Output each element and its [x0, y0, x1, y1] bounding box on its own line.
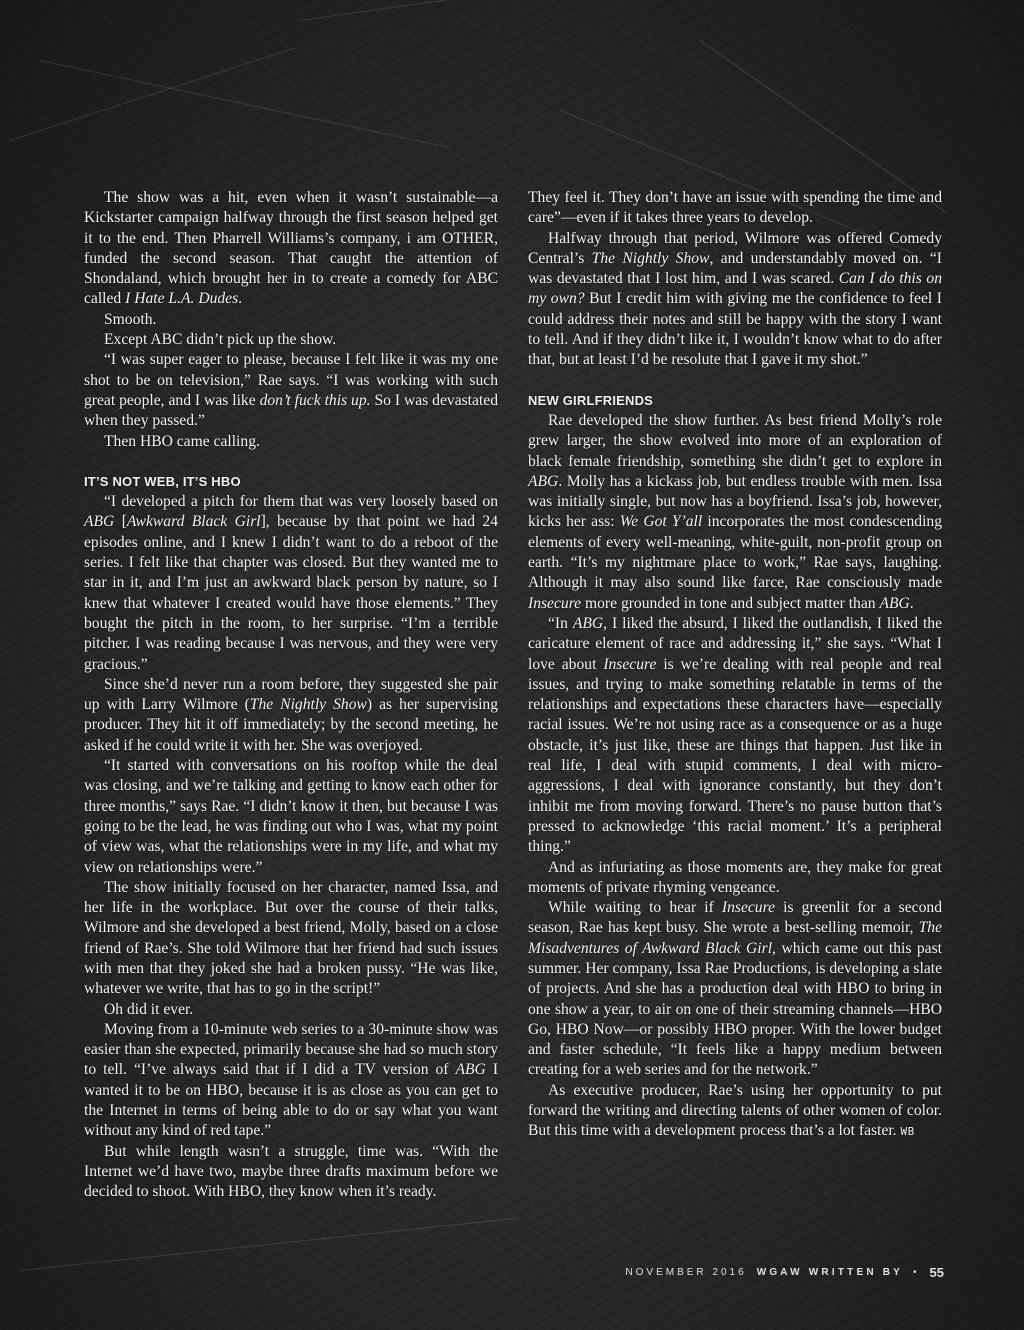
paragraph: Smooth.: [104, 310, 157, 328]
text-run: ], because by that point we had 24 episodes online, and I knew I didn’t want to do a reboot of the series. I felt like that chapter was closed. But they wanted me to star in it, and I’m just an awkward black person by nature, so I knew that whatever I created would have those elements.” They bought the pitch in the room, to her surprise. “I’m a terrible pitcher. I was reading because I was nervous, and they were very gracious.”: [84, 513, 498, 673]
background-scratch: [40, 60, 451, 148]
paragraph: [84, 350, 498, 431]
show-title: I Hate L.A. Dudes: [125, 290, 239, 308]
text-run: As executive producer, Rae’s using her opportunity to put forward the writing and directing talents of other women of color. But this time with a development process that’s a lot faster.: [528, 1081, 942, 1140]
section-heading: NEW GIRLFRIENDS: [528, 392, 654, 408]
paragraph: [84, 492, 498, 675]
text-run: But I credit him with giving me the confidence to feel I could address their notes and still be happy with the story I want to tell. And if they didn’t like it, I wouldn’t know what to do after that, but at least I’d be resolute that I gave it my shot.”: [528, 290, 942, 369]
paragraph: They feel it. They don’t have an issue with spending the time and care”—even if it takes three years to develop.: [528, 189, 942, 227]
footer-publication: WGAW WRITTEN BY: [756, 1267, 904, 1278]
text-run: , which came out this past summer. Her company, Issa Rae Productions, is developing a slate of projects. And she has a production deal with HBO to bring in one show a year, to air on one of their streaming channels—HBO Go, HBO Now—or possibly HBO proper. With the lower budget and faster schedule, “It feels like a happy medium between creating for a web series and for the network.”: [528, 939, 943, 1079]
text-run: . Molly has a kickass job, but endless trouble with men. Issa was initially single, but now has a boyfriend. Issa’s job, however, kicks her ass:: [528, 472, 942, 531]
text-run: , I liked the absurd, I liked the outlandish, I liked the caricature element of race and addressing it,” she says. “What I love about: [528, 614, 942, 673]
background-scratch: [20, 1218, 517, 1271]
text-run: The show was a hit, even when it wasn’t sustainable—a Kickstarter campaign halfway through the first season helped get it to the end. Then Pharrell Williams’s company, i am OTHER, funded the second season. That caught the attention of Shondaland, which brought her in to create a comedy for ABC called: [84, 189, 498, 308]
show-title: Insecure: [603, 655, 657, 673]
text-run: I wanted it to be on HBO, because it is as close as you can get to the Internet in terms of being able to do or say what you want without any kind of red tape.”: [84, 1061, 499, 1140]
show-title: Insecure: [528, 594, 582, 612]
text-run: more grounded in tone and subject matter than: [581, 594, 880, 612]
show-title: The Nightly Show: [249, 696, 367, 714]
text-run: Since she’d never run a room before, they suggested she pair up with Larry Wilmore (: [84, 675, 498, 714]
paragraph: And as infuriating as those moments are, they make for great moments of private rhyming vengeance.: [528, 858, 942, 896]
show-title: ABG: [879, 594, 910, 612]
paragraph: [528, 898, 942, 1081]
text-run: Halfway through that period, Wilmore was offered Comedy Central’s: [528, 229, 942, 267]
text-run: “I was super eager to please, because I felt like it was my one shot to be on television,” Rae says. “I was working with such great people, and I was like: [84, 351, 498, 409]
background-scratch: [300, 0, 894, 21]
page-number: 55: [929, 1265, 944, 1280]
show-title: ABG: [528, 472, 559, 490]
paragraph: [528, 411, 942, 614]
text-run: .: [238, 290, 243, 308]
book-title: The Misadventures of Awkward Black Girl: [528, 919, 942, 957]
paragraph: The show initially focused on her character, named Issa, and her life in the workplace. But over the course of their talks, Wilmore and she developed a best friend, Molly, based on a close friend of Rae’s. She told Wilmore that her friend had such issues with men that they joked she had a broken pussy. “He was like, whatever we write, that has to go in the script!”: [84, 878, 498, 998]
paragraph: Except ABC didn’t pick up the show.: [104, 331, 337, 349]
right-column: [528, 188, 942, 1143]
paragraph: Oh did it ever.: [104, 1000, 194, 1018]
footer-bullet: •: [913, 1267, 920, 1278]
show-title: The Nightly Show: [591, 249, 710, 267]
show-title: ABG: [455, 1061, 486, 1079]
show-title: Insecure: [721, 899, 776, 917]
paragraph: But while length wasn’t a struggle, time was. “With the Internet we’d have two, maybe three drafts maximum before we decided to shoot. With HBO, they know when it’s ready.: [84, 1142, 498, 1201]
paragraph: [528, 1081, 942, 1143]
paragraph: [528, 614, 942, 858]
paragraph: [84, 188, 498, 310]
text-run: incorporates the most condescending elements of every well-meaning, white-guilt, non-profit group on earth. “It’s my nightmare place to work,” Rae says, laughing. Although it may also sound like farce, Rae consciously made: [528, 513, 942, 592]
text-run: “I developed a pitch for them that was very loosely based on: [104, 493, 498, 511]
paragraph: [84, 675, 498, 756]
paragraph: “It started with conversations on his rooftop while the deal was closing, and we’re talking and getting to know each other for three months,” says Rae. “I didn’t know it then, but because I was going to be the lead, he was finding out who I was, what my point of view was, what the relationships were in my life, and what my view on relationships were.”: [84, 757, 498, 876]
end-mark-logo: WB: [900, 1125, 915, 1139]
italic-phrase: don’t fuck this up.: [259, 391, 371, 409]
paragraph: Then HBO came calling.: [104, 432, 260, 450]
show-title: ABG: [572, 614, 604, 632]
text-run: , and understandably moved on. “I was devastated that I lost him, and I was scared.: [528, 249, 942, 288]
text-run: While waiting to hear if: [548, 899, 722, 917]
footer-date: NOVEMBER 2016: [625, 1267, 747, 1278]
text-run: ) as her supervising producer. They hit it off immediately; by the second meeting, he asked if he could write it with her. She was overjoyed.: [84, 696, 498, 754]
text-run: is greenlit for a second season, Rae has kept busy. She wrote a best-selling memoir,: [528, 899, 942, 937]
text-run: Rae developed the show further. As best friend Molly’s role grew larger, the show evolved into more of an exploration of black female friendship, something she didn’t get to explore in: [528, 411, 942, 470]
left-column: [84, 188, 498, 1203]
text-run: .: [909, 594, 914, 612]
text-run: So I was devastated when they passed.”: [84, 391, 498, 430]
background-scratch: [10, 47, 296, 141]
page-footer: [625, 1265, 944, 1280]
paragraph: [528, 229, 942, 371]
text-run: is we’re dealing with real people and real issues, and trying to make something relatable in terms of the relationships and expectations these characters have—especially racial issues. We’re not using race as a consequence or as a huge obstacle, it’s just like, these are things that happen. Just like in real life, I deal with stupid comments, I deal with micro-aggressions, I deal with ignorance constantly, but they don’t inhibit me from moving forward. There’s no pause button that’s pressed to acknowledge ‘this racial moment.’ It’s a peripheral thing.”: [528, 655, 942, 856]
paragraph: [84, 1020, 498, 1142]
section-heading: IT’S NOT WEB, IT’S HBO: [84, 473, 241, 489]
text-run: [: [114, 513, 127, 531]
show-title: We Got Y’all: [619, 513, 703, 531]
show-title: Awkward Black Girl: [126, 513, 261, 531]
italic-phrase: Can I do this on my own?: [528, 270, 942, 308]
text-run: Moving from a 10-minute web series to a 30-minute show was easier than she expected, primarily because she had so much story to tell. “I’ve always said that if I did a TV version of: [84, 1020, 498, 1079]
text-run: “In: [548, 614, 573, 632]
show-title: ABG: [84, 513, 115, 531]
